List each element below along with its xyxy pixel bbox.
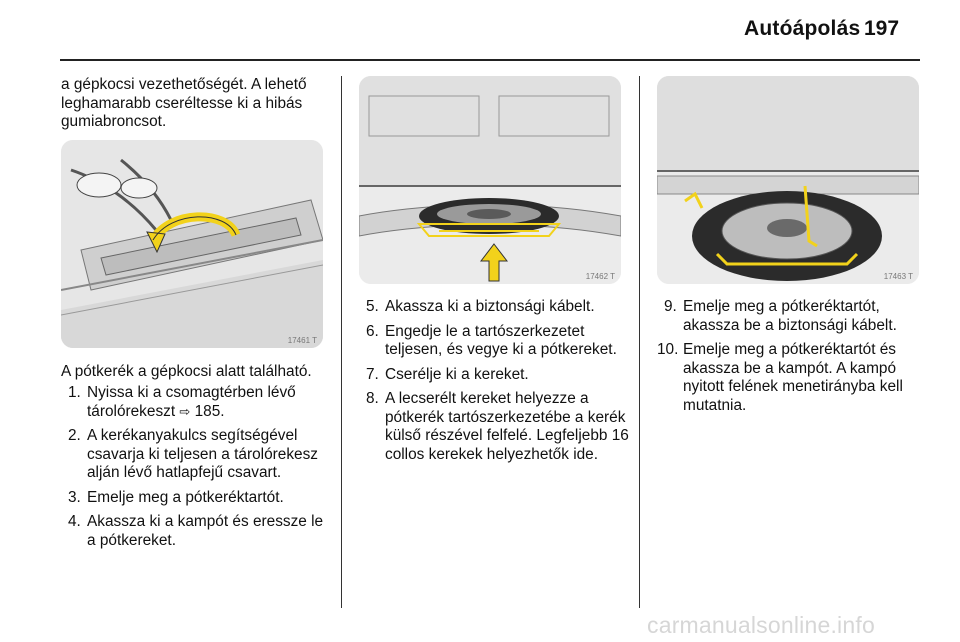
list-item [61, 513, 329, 550]
step-number: 3. [68, 488, 81, 506]
figure-spare-wheel-lowered [359, 76, 621, 284]
step-text: Emelje meg a pótkeréktartót és akassza be a kampót. A kampó nyitott felének menetirányba kell mutatnia. [683, 341, 903, 414]
column-divider-2 [639, 76, 640, 608]
step-text: Emelje meg a pótkeréktartót. [87, 488, 284, 506]
list-item [359, 390, 629, 464]
steps-list-3 [657, 298, 919, 421]
step-number: 8. [366, 390, 379, 407]
step-number: 7. [366, 365, 379, 383]
step-number: 2. [68, 427, 81, 444]
underbody-illustration [359, 76, 621, 284]
list-item [61, 489, 329, 508]
list-item [61, 384, 329, 421]
step-number: 9. [664, 298, 677, 315]
page-number: 197 [864, 17, 900, 40]
step-text: Nyissa ki a csomagtérben lévő tárolórekeszt [87, 384, 296, 420]
step-text: Engedje le a tartószerkezetet teljesen, és vegye ki a pótkereket. [385, 322, 617, 358]
intro-paragraph: a gépkocsi vezethetőségét. A lehető leghamarabb cseréltesse ki a hibás gumiabroncsot. [61, 76, 307, 130]
figure-id: 17462 T [585, 272, 615, 281]
list-item [657, 298, 919, 335]
step-number: 10. [657, 341, 679, 358]
step-text: Cserélje ki a kereket. [385, 365, 529, 383]
header-rule [60, 59, 920, 61]
wheel-carrier-illustration [657, 76, 919, 284]
step-number: 5. [366, 298, 379, 315]
step-text: Akassza ki a biztonsági kábelt. [385, 298, 595, 315]
list-item [61, 427, 329, 483]
list-item [657, 341, 919, 415]
step-text: A kerékanyakulcs segítségével csavarja ki teljesen a tárolórekesz alján lévő hatlapfejű csavart. [87, 427, 318, 481]
step-number: 1. [68, 384, 81, 401]
figure-trunk-compartment [61, 140, 323, 348]
step-text: Emelje meg a pótkeréktartót, akassza be a biztonsági kábelt. [683, 298, 897, 334]
step-number: 4. [68, 513, 81, 530]
figure-id: 17461 T [287, 336, 317, 345]
cross-reference-page[interactable]: 185. [194, 402, 225, 420]
list-item [359, 298, 629, 317]
page-title: Autóápolás [744, 17, 861, 40]
figure-spare-wheel-hooked [657, 76, 919, 284]
list-item [359, 323, 629, 360]
figure-id: 17463 T [883, 272, 913, 281]
step-number: 6. [366, 322, 379, 340]
trunk-illustration [61, 140, 323, 348]
steps-list-1 [61, 384, 329, 556]
steps-list-2 [359, 298, 629, 470]
cross-reference-icon: ⇨ [179, 403, 191, 419]
step-text: Akassza ki a kampót és eressze le a pótkereket. [87, 513, 324, 549]
list-item [359, 366, 629, 385]
watermark: carmanualsonline.info [647, 612, 875, 638]
column-divider-1 [341, 76, 342, 608]
lead-paragraph: A pótkerék a gépkocsi alatt található. [61, 363, 312, 380]
step-text: A lecserélt kereket helyezze a pótkerék tartószerkezetébe a kerék külső részével felfelé. Legfeljebb 16 collos kerekek helyezhetők ide. [385, 390, 629, 463]
